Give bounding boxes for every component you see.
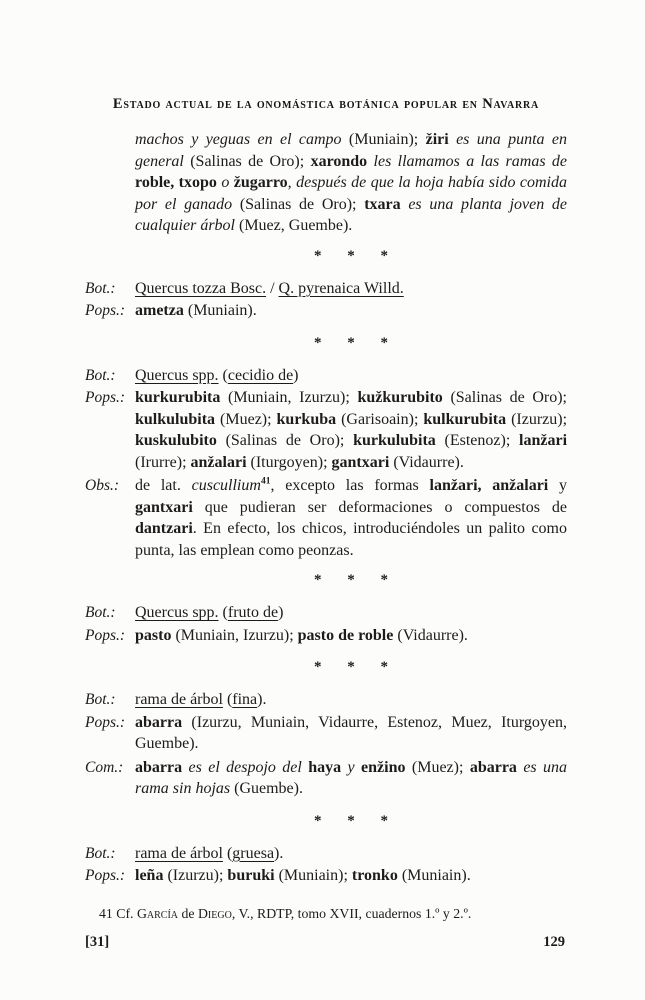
entry-label: Bot.: [85,604,116,621]
running-head: Estado actual de la onomástica botánica popular en Navarra [112,96,540,112]
text-segment: les llamamos a las ramas de [373,152,568,170]
entry-label: Pops.: [85,867,126,884]
text-segment: es una rama sin hojas [135,758,568,797]
text-segment: (Izurzu); [167,867,228,884]
text-segment: (Muniain); [278,867,352,884]
text-segment: dantzari [135,520,193,537]
text-segment: (Muez); [220,410,277,428]
entry-row-bot [85,689,567,711]
text-segment: ( [222,844,233,862]
text-segment: žiri [425,131,457,148]
text-segment: (Vidaurre). [397,626,468,644]
entry-text [135,712,567,755]
section-separator: * * * [314,572,388,588]
text-segment: (Vidaurre). [393,453,464,471]
text-segment: ( [218,366,228,384]
footnote [99,905,567,923]
section-separator: * * * [314,247,388,264]
text-segment: (Muez, Guembe). [239,217,353,234]
text-segment: lanžari [519,432,568,449]
entry-label: Bot.: [85,279,116,297]
text-segment: , después de que la hoja había sido comida por el ganado [135,174,568,213]
entry-text [135,475,567,561]
text-segment: García [136,905,179,921]
text-segment: cuscullium [191,477,261,494]
text-segment: (Muez); [411,758,470,776]
text-segment: (Muniain, Izurzu); [228,389,358,406]
entry-text [135,757,567,800]
text-segment: cecidio de [227,366,294,384]
text-segment: fruto de [227,604,279,621]
text-segment: kulkulubita [135,410,221,428]
entry-label: Com.: [85,758,124,776]
section-separator: * * * [314,659,388,675]
entry-label: Bot.: [85,366,116,384]
text-segment: leña [135,867,168,884]
text-segment: y [559,477,568,494]
text-segment: , V., RDTP, tomo XVII, cuadernos 1.º y 2.º. [231,905,472,921]
text-segment: tronko [351,867,402,884]
text-segment: 41 Cf. [99,905,137,921]
signature-number: [31] [85,933,110,950]
text-segment: žugarro [233,174,288,191]
text-segment: kulkurubita [423,410,512,428]
entry-text [135,865,567,887]
text-segment: kurkulubita [353,432,445,449]
text-segment: xarondo [310,152,374,170]
entry-row-pops [85,625,567,647]
text-segment: ( [222,691,233,708]
entry-row-obs [85,475,567,561]
text-segment: (Muniain, Izurzu); [175,626,298,644]
text-segment: de [178,905,198,921]
text-segment: Quercus tozza Bosc. [135,279,267,297]
text-segment: Quercus spp. [135,604,219,621]
entry-row-bot [85,365,567,387]
entry-text [135,843,567,865]
entry-label: Pops.: [85,389,126,406]
text-segment: fina [232,691,258,708]
text-segment: pasto de roble [297,626,398,644]
entry-row-com [85,757,567,800]
entry-row-pops [85,300,567,322]
text-segment: kuskulubito [135,432,226,449]
text-segment: 41 [260,475,271,487]
text-segment: roble, txopo [135,174,222,191]
entry-text [135,602,567,624]
text-segment: (Muniain). [187,302,257,319]
entry-text [135,387,567,473]
text-segment: rama de árbol [135,691,223,708]
text-segment: (Muniain); [348,131,426,148]
entry-row-pops [85,387,567,473]
text-segment: (Guembe). [234,780,303,797]
text-segment: abarra [135,713,192,731]
text-segment: gantxari [331,453,394,471]
text-segment: (Iturgoyen); [250,453,332,471]
text-segment: (Izurzu); [511,410,568,428]
text-segment: ) [293,366,299,384]
text-segment: (Muniain). [401,867,471,884]
text-segment: txara [364,195,409,213]
text-segment: / [266,279,279,297]
entry-text [135,300,567,322]
text-segment: rama de árbol [135,844,223,862]
text-segment: pasto [135,626,176,644]
text-segment: Q. pyrenaica Willd. [278,279,404,297]
text-segment: (Salinas de Oro); [450,389,567,406]
intro-paragraph [135,129,567,237]
text-segment: . En efecto, los chicos, introduciéndoles un palito como punta, las emplean como peonzas. [135,520,567,559]
entry-row-bot [85,602,567,624]
entry-label: Bot.: [85,844,116,862]
text-segment: es una punta en general [135,131,568,170]
entry-text [135,689,567,711]
entry-label: Pops.: [85,302,126,319]
section-separator: * * * [314,334,388,351]
text-segment: de lat. [135,477,192,494]
text-segment: ). [274,844,284,862]
text-segment: (Salinas de Oro); [225,432,354,449]
text-segment: es una planta joven de cualquier árbol [135,195,568,234]
entry-row-pops [85,865,567,887]
text-segment: kurkuba [276,410,342,428]
entry-text [135,625,567,647]
text-segment: ). [257,691,267,708]
entry-label: Pops.: [85,626,126,644]
text-segment: (Irurre); [135,453,191,471]
text-segment: (Izurzu, Muniain, Vidaurre, Estenoz, Muez, Iturgoyen, Guembe). [135,713,567,752]
text-segment: (Estenoz); [444,432,520,449]
entry-row-pops [85,712,567,755]
text-segment: haya [308,758,348,776]
page-number: 129 [543,933,565,950]
text-segment: anžalari [190,453,251,471]
entry-row-bot [85,278,567,300]
entry-text [135,278,567,300]
text-segment: gantxari [135,498,205,516]
text-segment: gruesa [232,844,275,862]
text-segment: ) [278,604,284,621]
text-segment: ametza [135,302,188,319]
text-segment: (Salinas de Oro); [239,195,365,213]
text-segment: o [221,174,234,191]
text-segment: kužkurubito [357,389,451,406]
text-segment: buruki [227,867,279,884]
text-segment: Diego [197,905,232,921]
text-segment: (Salinas de Oro); [190,152,311,170]
text-segment: abarra [469,758,524,776]
text-segment: que pudieran ser deformaciones o compuestos de [204,498,568,516]
text-segment: enžino [361,758,412,776]
text-segment: (Garisoain); [341,410,424,428]
text-segment: y [347,758,362,776]
text-segment: Quercus spp. [135,366,219,384]
text-segment: lanžari, anžalari [429,477,560,494]
text-segment: ( [218,604,228,621]
text-segment: abarra [135,758,189,776]
text-segment: , excepto las formas [270,477,430,494]
text-segment: kurkurubita [135,389,228,406]
entry-row-bot [85,843,567,865]
text-segment: machos y yeguas en el campo [135,131,349,148]
entry-label: Pops.: [85,713,126,731]
section-separator: * * * [314,812,388,829]
entry-label: Obs.: [85,477,120,494]
text-segment: es el despojo del [188,758,309,776]
entry-text [135,365,567,387]
page-footer [85,934,567,951]
entry-label: Bot.: [85,691,116,708]
